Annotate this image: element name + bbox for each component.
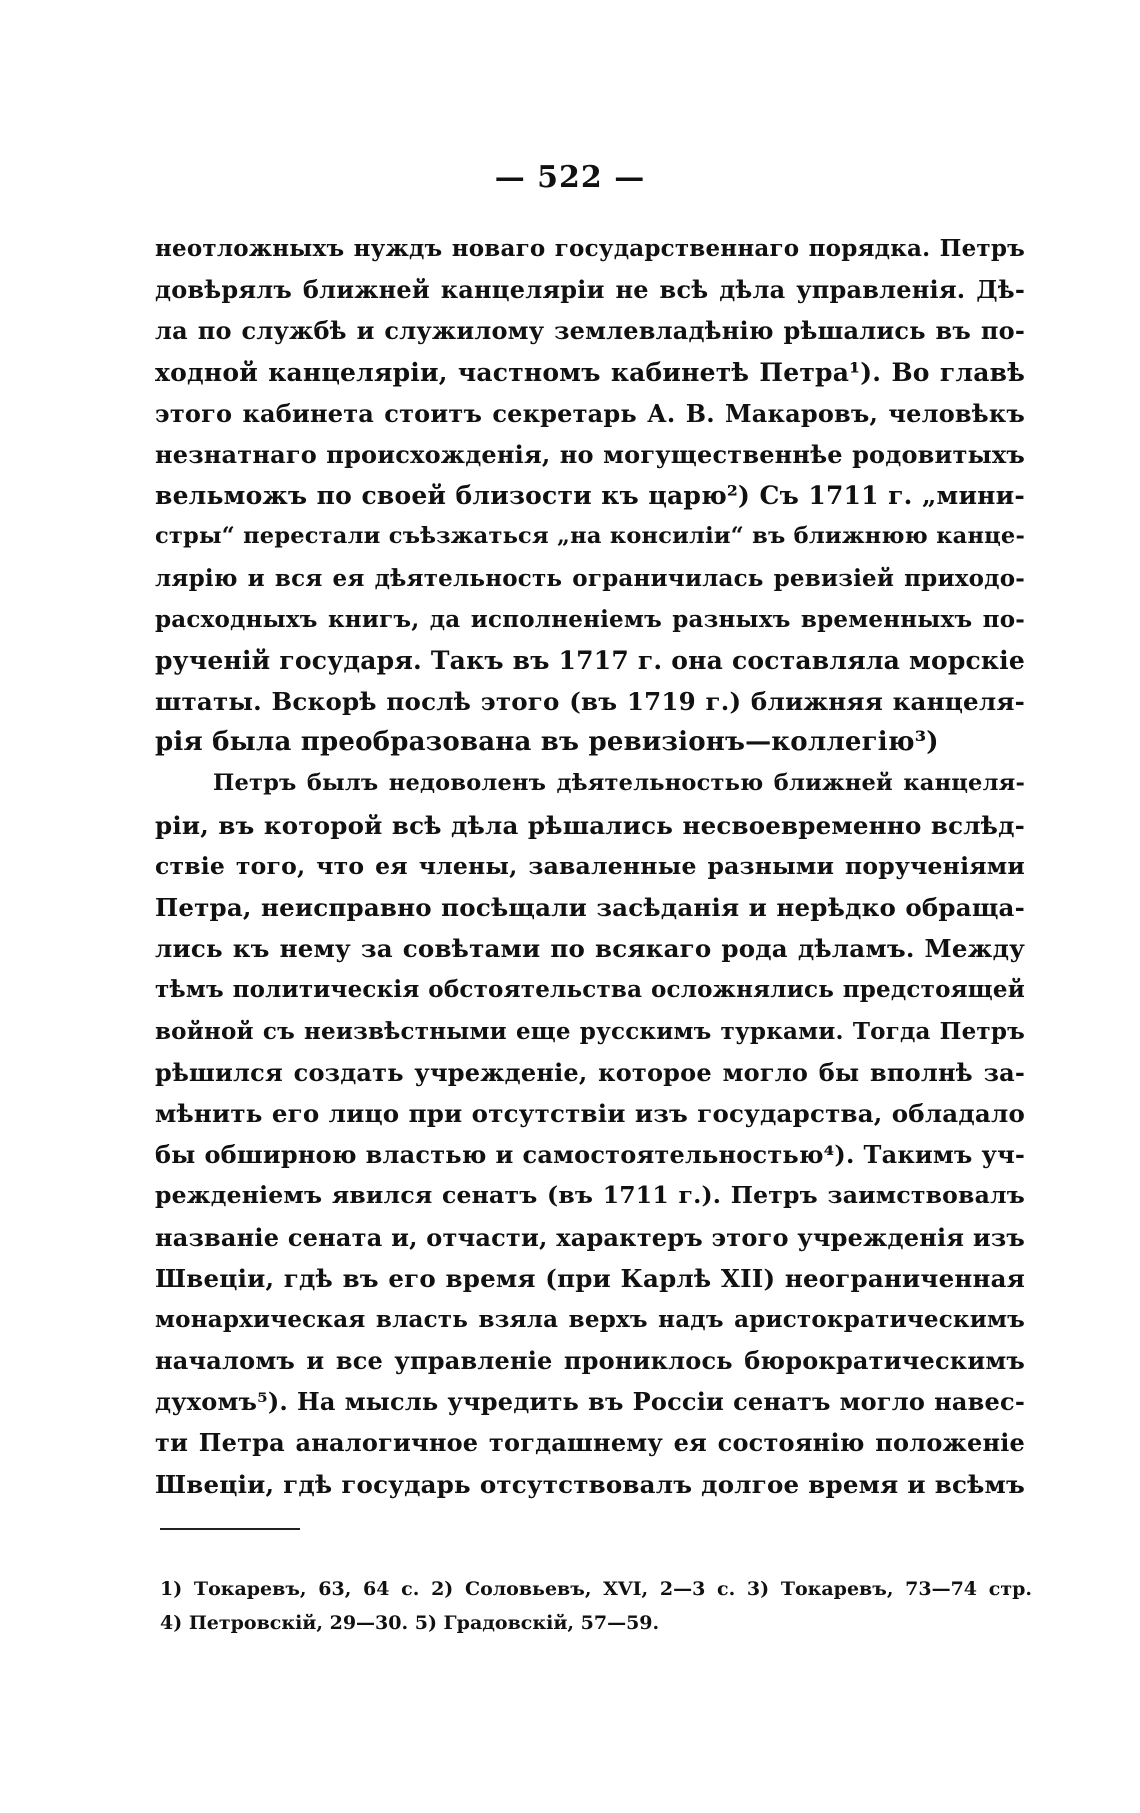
text-line: лярію и вся ея дѣятельность ограничилась ревизіей приходо-	[155, 564, 1025, 592]
text-line: ти Петра аналогичное тогдашнему ея состоянію положеніе	[155, 1428, 1025, 1458]
text-line: духомъ⁵). На мысль учредить въ Россіи сенатъ могло навес-	[155, 1387, 1025, 1417]
text-line: ствіе того, что ея члены, заваленные разными порученіями	[155, 851, 1025, 880]
footnote-line: 1) Токаревъ, 63, 64 с. 2) Соловьевъ, XVI, 2—3 с. 3) Токаревъ, 73—74 стр.	[160, 1578, 1032, 1600]
text-line: рія была преобразована въ ревизіонъ—коллегію³)	[155, 727, 939, 758]
body-text	[155, 228, 1025, 1505]
text-line: мѣнить его лицо при отсутствіи изъ государства, обладало	[155, 1098, 1025, 1128]
paragraph-start-line: Петръ былъ недоволенъ дѣятельностью ближней канцеля-	[213, 770, 1025, 797]
text-line: ла по службѣ и служилому землевладѣнію рѣшались въ по-	[155, 316, 1025, 346]
text-line: штаты. Вскорѣ послѣ этого (въ 1719 г.) ближняя канцеля-	[155, 687, 1025, 717]
text-line: режденіемъ явился сенатъ (въ 1711 г.). Петръ заимствовалъ	[155, 1181, 1025, 1210]
footnotes	[160, 1572, 1032, 1640]
text-line: вельможъ по своей близости къ царю²) Съ 1711 г. „мини-	[155, 481, 1025, 511]
page-number: — 522 —	[494, 160, 646, 195]
text-line: началомъ и все управленіе прониклось бюрократическимъ	[155, 1346, 1025, 1376]
text-line: рѣшился создать учрежденіе, которое могло бы вполнѣ за-	[155, 1057, 1025, 1087]
text-line: войной съ неизвѣстными еще русскимъ турками. Тогда Петръ	[155, 1017, 1025, 1045]
text-line: незнатнаго происхожденія, но могущественнѣе родовитыхъ	[155, 439, 1025, 469]
text-line: Швеціи, гдѣ въ его время (при Карлѣ XII) неограниченная	[155, 1263, 1025, 1293]
text-line: названіе сената и, отчасти, характеръ этого учрежденія изъ	[155, 1222, 1025, 1252]
text-line: ходной канцеляріи, частномъ кабинетѣ Петра¹). Во главѣ	[155, 357, 1025, 387]
text-line: лись къ нему за совѣтами по всякаго рода дѣламъ. Между	[155, 934, 1025, 964]
text-line: стры“ перестали съѣзжаться „на консиліи“ въ ближнюю канце-	[155, 523, 1025, 550]
text-line: тѣмъ политическія обстоятельства осложнялись предстоящей	[155, 976, 1025, 1004]
footnote-line: 4) Петровскій, 29—30. 5) Градовскій, 57—59.	[160, 1612, 660, 1634]
text-line: бы обширною властью и самостоятельностью⁴). Такимъ уч-	[155, 1140, 1025, 1170]
text-line: Швеціи, гдѣ государь отсутствовалъ долгое время и всѣмъ	[155, 1469, 1025, 1499]
text-line: ріи, въ которой всѣ дѣла рѣшались несвоевременно вслѣд-	[155, 810, 1025, 840]
text-line: неотложныхъ нуждъ новаго государственнаго порядка. Петръ	[155, 235, 1025, 262]
text-line: рученій государя. Такъ въ 1717 г. она составляла морскіе	[155, 645, 1025, 675]
text-line: Петра, неисправно посѣщали засѣданія и нерѣдко обраща-	[155, 893, 1025, 922]
text-line: расходныхъ книгъ, да исполненіемъ разныхъ временныхъ по-	[155, 605, 1025, 633]
text-line: довѣрялъ ближней канцеляріи не всѣ дѣла управленія. Дѣ-	[155, 275, 1025, 305]
text-line: монархическая власть взяла верхъ надъ аристократическимъ	[155, 1305, 1025, 1333]
text-line: этого кабинета стоитъ секретарь А. В. Макаровъ, человѣкъ	[155, 398, 1025, 428]
footnote-divider	[160, 1528, 300, 1530]
